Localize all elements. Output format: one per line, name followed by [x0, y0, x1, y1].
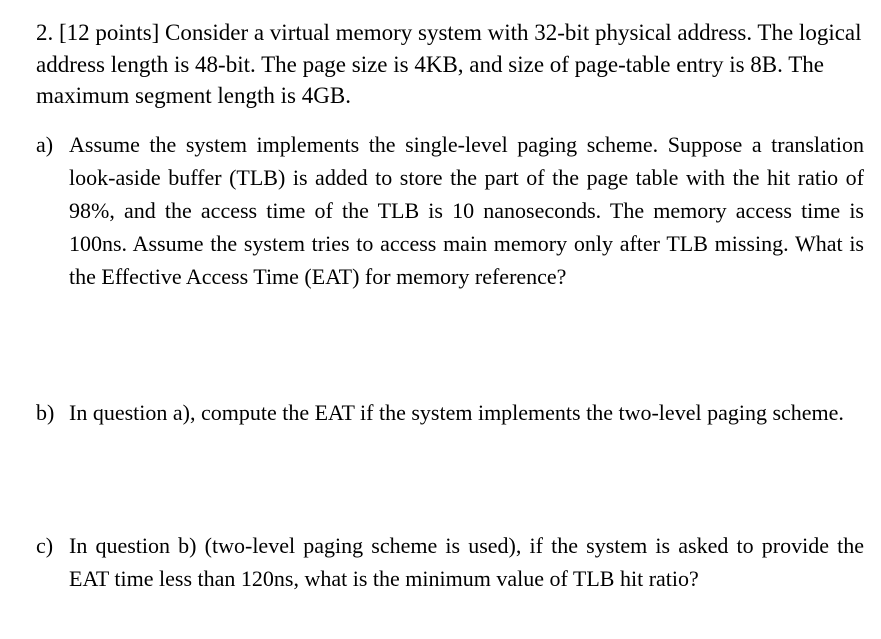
part-b-label: b)	[36, 400, 55, 425]
part-a-label: a)	[36, 132, 54, 157]
part-c-text: In question b) (two-level paging scheme is used), if the system is asked to provide the EAT time less than 120ns, what is the minimum value of TLB hit ratio?	[69, 533, 864, 591]
part-c-label: c)	[36, 533, 54, 558]
part-b-text: In question a), compute the EAT if the system implements the two-level paging scheme.	[69, 400, 844, 425]
part-a-text: Assume the system implements the single-level paging scheme. Suppose a translation look-aside buffer (TLB) is added to store the part of the page table with the hit ratio of 98%, and the access time of the TLB is 10 nanoseconds. The memory access time is 100ns. Assume the system tries to access main memory only after TLB missing. What is the Effective Access Time (EAT) for memory reference?	[69, 132, 864, 289]
question-intro: 2. [12 points] Consider a virtual memory system with 32-bit physical address. The logical address length is 48-bit. The page size is 4KB, and size of page-table entry is 8B. The maximum segment length is 4GB.	[36, 20, 862, 108]
